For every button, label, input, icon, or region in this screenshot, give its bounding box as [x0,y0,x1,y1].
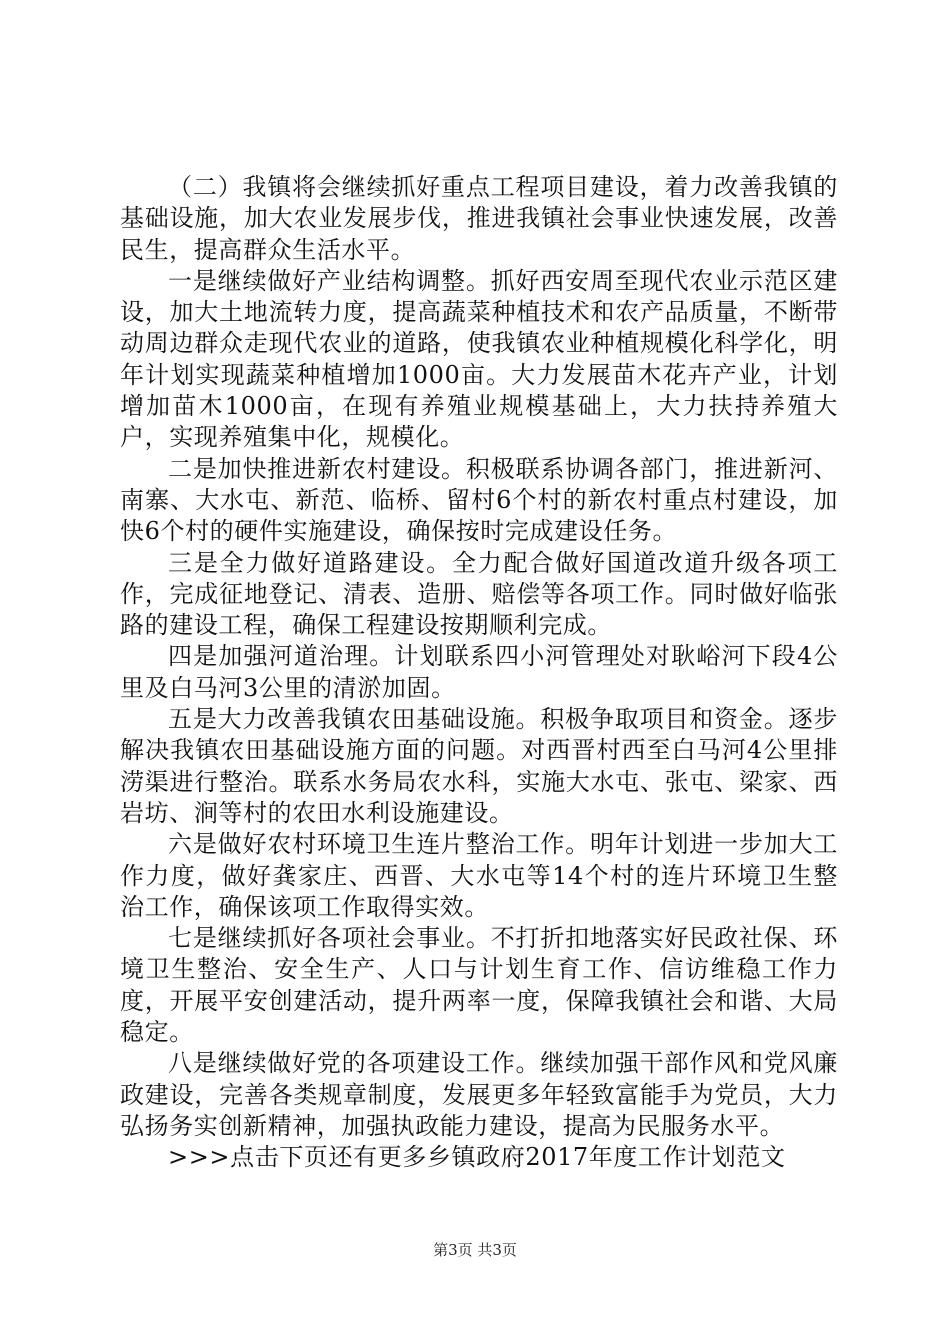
paragraph-intro: （二）我镇将会继续抓好重点工程项目建设，着力改善我镇的基础设施，加大农业发展步伐，推进我镇社会事业快速发展，改善民生，提高群众生活水平。 [120,173,838,264]
paragraph-item-3: 三是全力做好道路建设。全力配合做好国道改道升级各项工作，完成征地登记、清表、造册、赔偿等各项工作。同时做好临张路的建设工程，确保工程建设按期顺利完成。 [120,548,838,640]
document-body [120,172,838,1174]
paragraph-item-6: 六是做好农村环境卫生连片整治工作。明年计划进一步加大工作力度，做好龚家庄、西晋、大水屯等14个村的连片环境卫生整治工作，确保该项工作取得实效。 [120,830,838,921]
paragraph-item-5: 五是大力改善我镇农田基础设施。积极争取项目和资金。逐步解决我镇农田基础设施方面的问题。对西晋村西至白马河4公里排涝渠进行整治。联系水务局农水科，实施大水屯、张屯、梁家、西岩坊、涧等村的农田水利设施建设。 [120,705,838,827]
paragraph-item-1: 一是继续做好产业结构调整。抓好西安周至现代农业示范区建设，加大土地流转力度，提高蔬菜种植技术和农产品质量，不断带动周边群众走现代农业的道路，使我镇农业种植规模化科学化，明年计划实现蔬菜种植增加1000亩。大力发展苗木花卉产业，计划增加苗木1000亩，在现有养殖业规模基础上，大力扶持养殖大户，实现养殖集中化，规模化。 [120,266,838,452]
next-page-link[interactable]: >>>点击下页还有更多乡镇政府2017年度工作计划范文 [168,1143,786,1172]
paragraph-item-8: 八是继续做好党的各项建设工作。继续加强干部作风和党风廉政建设，完善各类规章制度，发展更多年轻致富能手为党员，大力弘扬务实创新精神，加强执政能力建设，提高为民服务水平。 [120,1049,838,1140]
page-footer: 第3页 共3页 [433,1241,517,1259]
paragraph-item-4: 四是加强河道治理。计划联系四小河管理处对耿峪河下段4公里及白马河3公里的清淤加固。 [120,642,838,702]
paragraph-item-7: 七是继续抓好各项社会事业。不打折扣地落实好民政社保、环境卫生整治、安全生产、人口与计划生育工作、信访维稳工作力度，开展平安创建活动，提升两率一度，保障我镇社会和谐、大局稳定。 [120,924,838,1047]
paragraph-item-2: 二是加快推进新农村建设。积极联系协调各部门，推进新河、南寨、大水屯、新范、临桥、留村6个村的新农村重点村建设，加快6个村的硬件实施建设，确保按时完成建设任务。 [120,454,838,546]
